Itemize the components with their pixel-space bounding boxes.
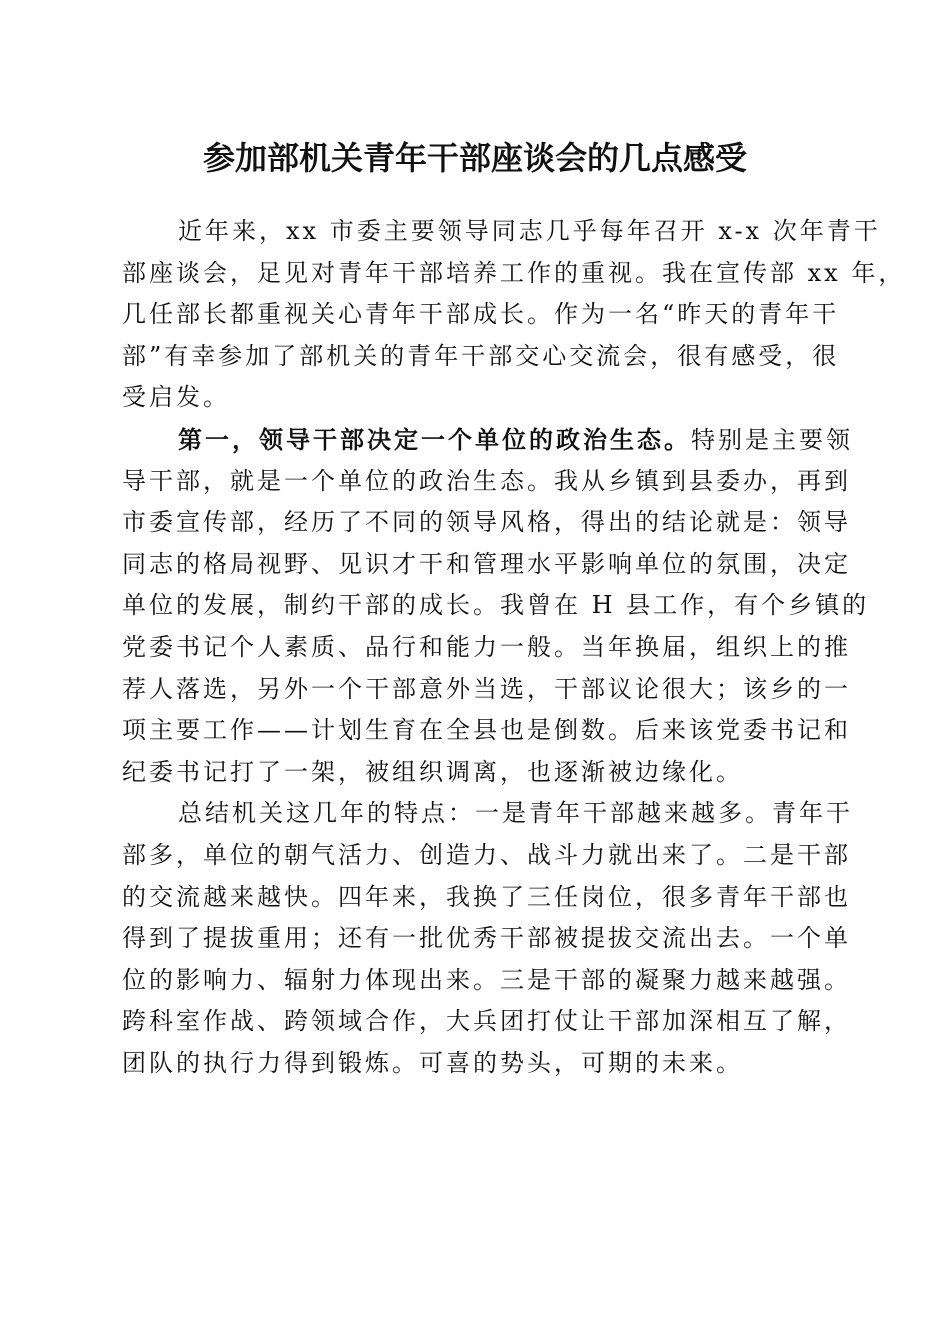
text-line: 跨科室作战、跨领域合作，大兵团打仗让干部加深相互了解， xyxy=(122,1007,851,1036)
lead-rest: 特别是主要领 xyxy=(691,425,853,454)
text-line: 总结机关这几年的特点：一是青年干部越来越多。青年干 xyxy=(178,799,853,828)
text-line: 荐人落选，另外一个干部意外当选，干部议论很大；该乡的一 xyxy=(122,674,851,703)
text-line: 得到了提拔重用；还有一批优秀干部被提拔交流出去。一个单 xyxy=(122,924,851,953)
text-line: 的交流越来越快。四年来，我换了三任岗位，很多青年干部也 xyxy=(122,882,851,911)
text-line: 党委书记个人素质、品行和能力一般。当年换届，组织上的推 xyxy=(122,632,851,661)
text-line: 导干部，就是一个单位的政治生态。我从乡镇到县委办，再到 xyxy=(122,466,851,495)
text-line: 部多，单位的朝气活力、创造力、战斗力就出来了。二是干部 xyxy=(122,840,851,869)
text-line: 纪委书记打了一架，被组织调离，也逐渐被边缘化。 xyxy=(122,757,743,786)
text-line: 几任部长都重视关心青年干部成长。作为一名“昨天的青年干 xyxy=(122,300,840,329)
text-line xyxy=(122,419,853,461)
text-line: 部座谈会，足见对青年干部培养工作的重视。我在宣传部 xx 年， xyxy=(122,258,906,287)
text-line: 位的影响力、辐射力体现出来。三是干部的凝聚力越来越强。 xyxy=(122,965,851,994)
text-line: 团队的执行力得到锻炼。可喜的势头，可期的未来。 xyxy=(122,1048,743,1077)
paragraph-first-point xyxy=(122,419,870,793)
text-line: 同志的格局视野、见识才干和管理水平影响单位的氛围，决定 xyxy=(122,549,851,578)
paragraph-summary xyxy=(122,793,853,1084)
document-body xyxy=(122,211,906,1084)
text-line: 受启发。 xyxy=(122,383,230,412)
bold-lead-sentence: 第一，领导干部决定一个单位的政治生态。 xyxy=(178,424,691,454)
document-title: 参加部机关青年干部座谈会的几点感受 xyxy=(202,139,747,177)
paragraph-intro xyxy=(122,211,906,419)
text-line: 单位的发展，制约干部的成长。我曾在 H 县工作，有个乡镇的 xyxy=(122,591,870,620)
text-line: 近年来，xx 市委主要领导同志几乎每年召开 x-x 次年青干 xyxy=(178,217,881,245)
text-line: 部”有幸参加了部机关的青年干部交心交流会，很有感受，很 xyxy=(122,341,840,370)
text-line: 项主要工作——计划生育在全县也是倒数。后来该党委书记和 xyxy=(122,716,851,745)
text-line: 市委宣传部，经历了不同的领导风格，得出的结论就是：领导 xyxy=(122,508,851,537)
